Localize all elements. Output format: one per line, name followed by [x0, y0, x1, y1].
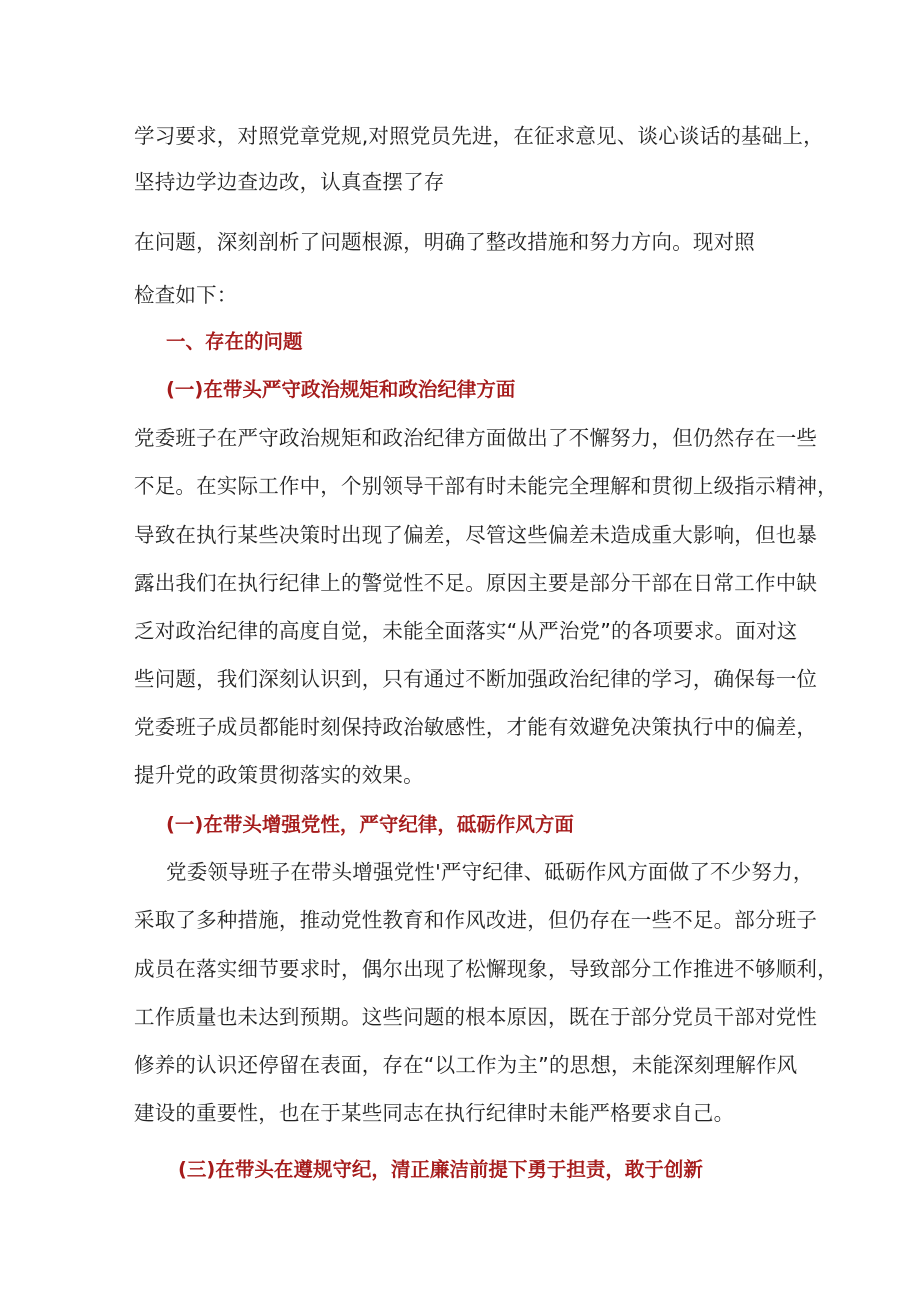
paragraph1-line-6: 些问题，我们深刻认识到，只有通过不断加强政治纪律的学习，确保每一位 [134, 667, 818, 691]
paragraph1-line-5: 乏对政治纪律的高度自觉，未能全面落实“从严治党”的各项要求。面对这 [134, 619, 798, 643]
paragraph2-line-4: 工作质量也未达到预期。这些问题的根本原因，既在于部分党员干部对党性 [134, 1005, 818, 1029]
paragraph1-line-1: 党委班子在严守政治规矩和政治纪律方面做出了不懈努力，但仍然存在一些 [134, 426, 818, 450]
paragraph1-line-4: 露出我们在执行纪律上的警觉性不足。原因主要是部分干部在日常工作中缺 [134, 571, 818, 595]
subheading-integrity-innovation: (三)在带头在遵规守纪，清正廉洁前提下勇于担责，敢于创新 [178, 1158, 703, 1181]
paragraph1-line-8: 提升党的政策贯彻落实的效果。 [134, 763, 424, 787]
subheading-party-spirit: (一)在带头增强党性，严守纪律，砥砺作风方面 [166, 813, 574, 836]
paragraph1-line-3: 导致在执行某些决策时出现了偏差，尽管这些偏差未造成重大影响，但也暴 [134, 523, 818, 547]
paragraph2-line-6: 建设的重要性，也在于某些同志在执行纪律时未能严格要求自己。 [134, 1101, 735, 1125]
paragraph2-line-1: 党委领导班子在带头增强党性'严守纪律、砥砺作风方面做了不少努力， [166, 860, 814, 884]
subheading-political-discipline: (一)在带头严守政治规矩和政治纪律方面 [166, 378, 516, 401]
paragraph2-line-2: 采取了多种措施，推动党性教育和作风改进，但仍存在一些不足。部分班子 [134, 908, 818, 932]
paragraph1-line-7: 党委班子成员都能时刻保持政治敏感性，才能有效避免决策执行中的偏差， [134, 715, 818, 739]
intro-line-4: 检查如下： [134, 283, 238, 307]
paragraph1-line-2: 不足。在实际工作中，个别领导干部有时未能完全理解和贯彻上级指示精神， [134, 474, 838, 498]
paragraph2-line-5: 修养的认识还停留在表面，存在“以工作为主”的思想，未能深刻理解作风 [134, 1053, 798, 1077]
paragraph2-line-3: 成员在落实细节要求时，偶尔出现了松懈现象，导致部分工作推进不够顺利， [134, 957, 838, 981]
intro-line-3: 在问题，深刻剖析了问题根源，明确了整改措施和努力方向。现对照 [134, 230, 755, 254]
section-heading-problems: 一、存在的问题 [166, 330, 303, 353]
intro-line-1: 学习要求，对照党章党规,对照党员先进，在征求意见、谈心谈话的基础上， [134, 124, 824, 148]
intro-line-2: 坚持边学边查边改，认真查摆了存 [134, 170, 445, 194]
